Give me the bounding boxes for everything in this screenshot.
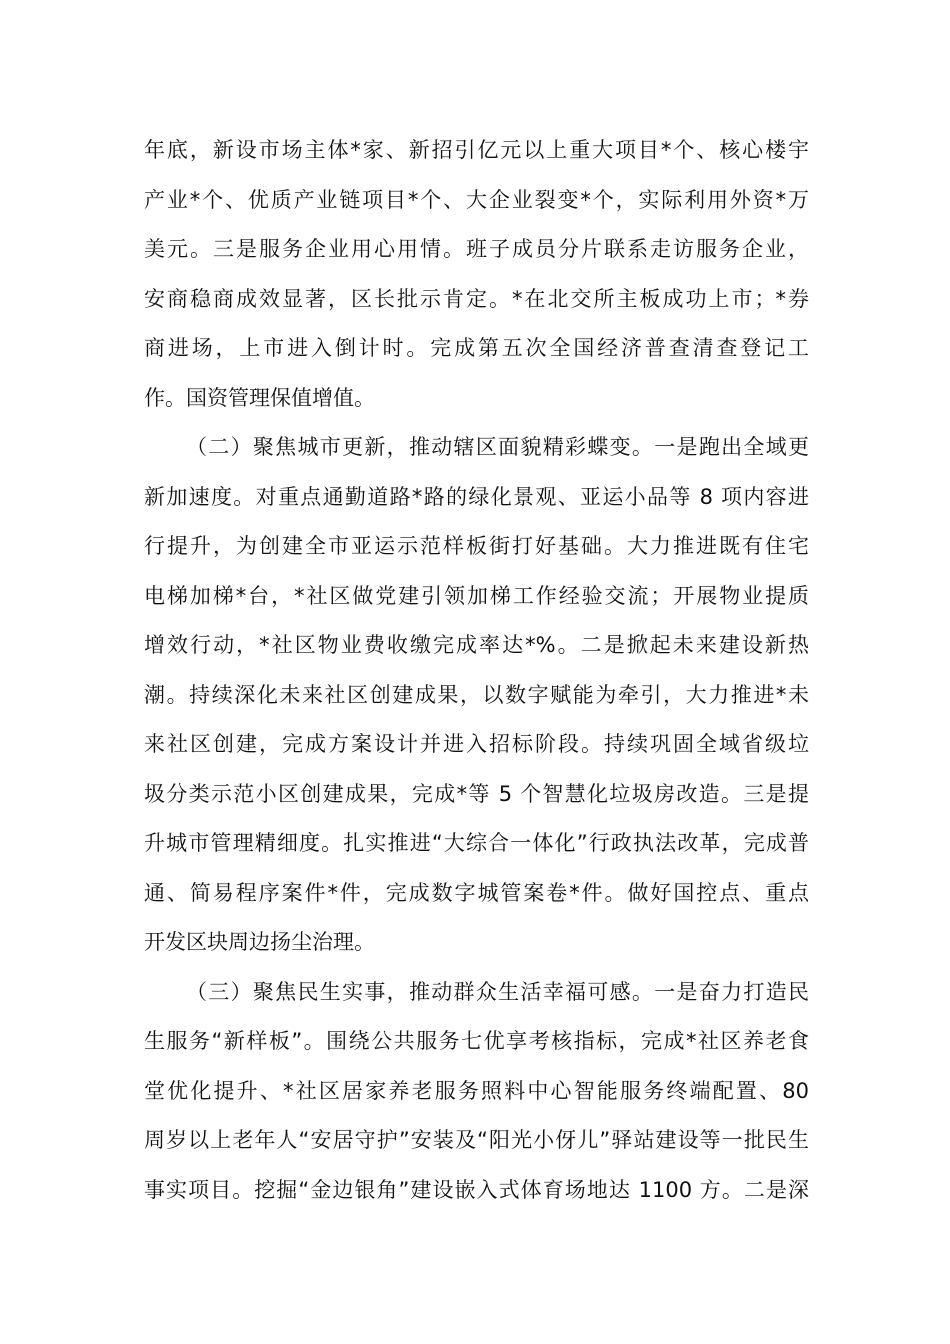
text-line: 周岁以上老年人“安居守护”安装及“阳光小伢儿”驿站建设等一批民生	[144, 1128, 809, 1152]
text-line: 开发区块周边扬尘治理。	[144, 930, 375, 954]
text-line: 产业*个、优质产业链项目*个、大企业裂变*个，实际利用外资*万	[144, 187, 809, 212]
text-line: 电梯加梯*台，*社区做党建引领加梯工作经验交流；开展物业提质	[144, 583, 809, 608]
text-line: 事实项目。挖掘“金边银角”建设嵌入式体育场地达 1100 方。二是深	[144, 1177, 809, 1202]
text-line: 增效行动，*社区物业费收缴完成率达*%。二是掀起未来建设新热	[144, 633, 809, 657]
paragraph-1	[144, 126, 809, 423]
text-line: 圾分类示范小区创建成果，完成*等 5 个智慧化垃圾房改造。三是提	[144, 781, 809, 806]
text-line: 美元。三是服务企业用心用情。班子成员分片联系走访服务企业，	[144, 237, 809, 261]
text-line: 通、简易程序案件*件，完成数字城管案卷*件。做好国控点、重点	[144, 880, 809, 905]
text-line: （三）聚焦民生实事，推动群众生活幸福可感。一是奋力打造民	[186, 979, 809, 1004]
text-line: 生服务“新样板”。围绕公共服务七优享考核指标，完成*社区养老食	[144, 1029, 809, 1053]
document-body	[144, 126, 809, 1215]
text-line: 作。国资管理保值增值。	[144, 385, 375, 410]
text-line: 年底，新设市场主体*家、新招引亿元以上重大项目*个、核心楼宇	[144, 138, 809, 162]
paragraph-2	[144, 423, 809, 968]
text-line: 堂优化提升、*社区居家养老服务照料中心智能服务终端配置、80	[144, 1078, 809, 1103]
text-line: 来社区创建，完成方案设计并进入招标阶段。持续巩固全域省级垃	[144, 732, 809, 756]
text-line: 安商稳商成效显著，区长批示肯定。*在北交所主板成功上市；*券	[144, 286, 809, 311]
text-line: 潮。持续深化未来社区创建成果，以数字赋能为牵引，大力推进*未	[144, 682, 809, 707]
text-line: 行提升，为创建全市亚运示范样板街打好基础。大力推进既有住宅	[144, 534, 809, 558]
text-line: 新加速度。对重点通勤道路*路的绿化景观、亚运小品等 8 项内容进	[144, 484, 809, 509]
text-line: 升城市管理精细度。扎实推进“大综合一体化”行政执法改革，完成普	[144, 831, 809, 855]
text-line: （二）聚焦城市更新，推动辖区面貌精彩蝶变。一是跑出全域更	[186, 435, 809, 459]
paragraph-3	[144, 968, 809, 1216]
text-line: 商进场，上市进入倒计时。完成第五次全国经济普查清查登记工	[144, 336, 809, 360]
